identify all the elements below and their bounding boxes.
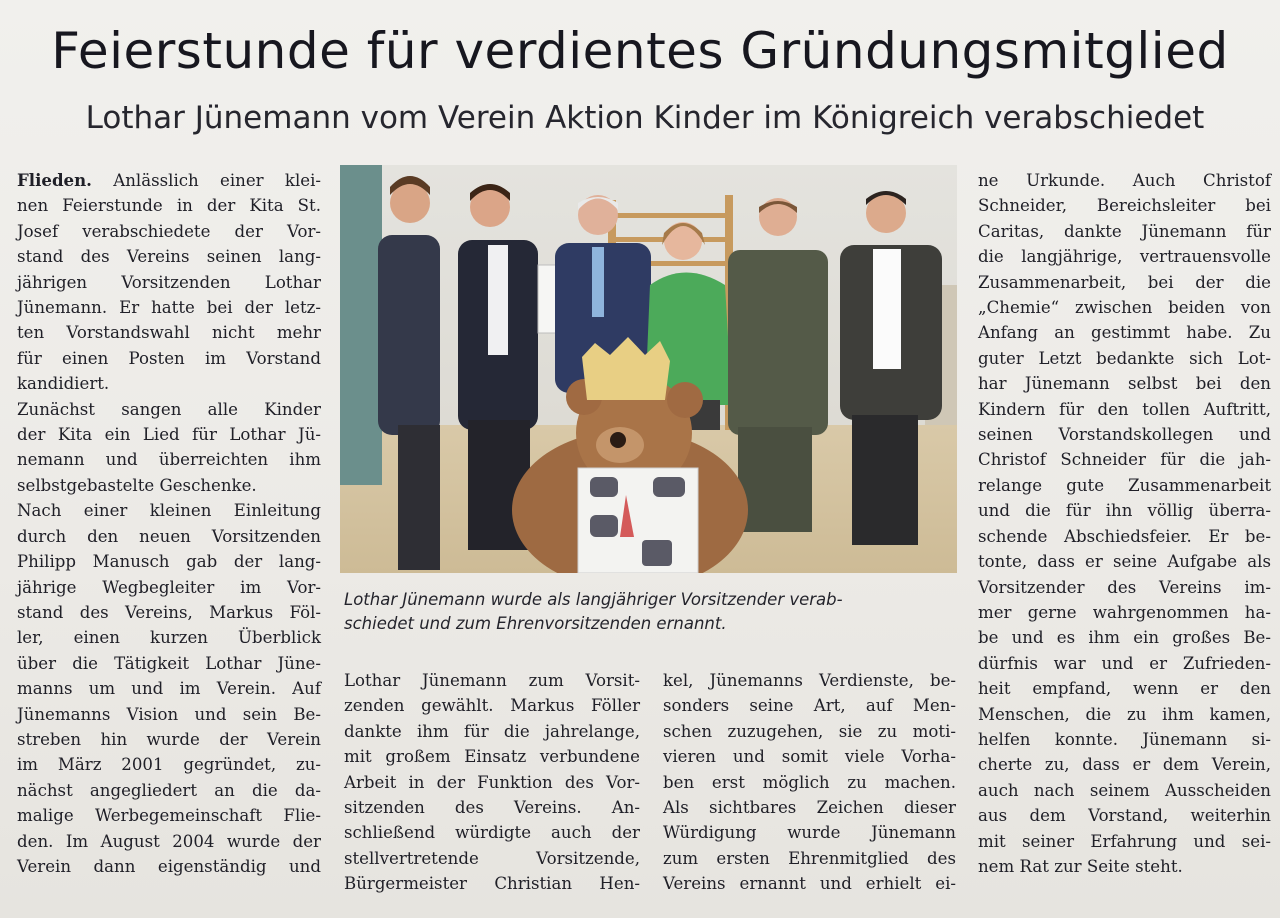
text-line: guter Letzt bedankte sich Lot- bbox=[978, 348, 1271, 368]
text-line: ben erst möglich zu machen. bbox=[663, 772, 956, 792]
text-line: har Jünemann selbst bei den bbox=[978, 374, 1271, 394]
text-line: ne Urkunde. Auch Christof bbox=[978, 171, 1271, 190]
article-column-4 bbox=[978, 168, 1271, 879]
text-line: jährigen Vorsitzenden Lothar bbox=[17, 272, 321, 292]
text-line-rest: Anlässlich einer klei- bbox=[113, 171, 321, 190]
text-line: auch nach seinem Ausscheiden bbox=[978, 780, 1271, 800]
subheadline: Lothar Jünemann vom Verein Aktion Kinder im Königreich verabschiedet bbox=[85, 100, 1205, 136]
text-line: und die für ihn völlig überra- bbox=[978, 501, 1271, 521]
article-column-2 bbox=[344, 668, 640, 897]
text-line: relange gute Zusammenarbeit bbox=[978, 475, 1271, 495]
text-line: sitzenden des Vereins. An- bbox=[344, 798, 640, 818]
text-line: streben hin wurde der Verein bbox=[17, 729, 321, 749]
headline: Feierstunde für verdientes Gründungsmitglied bbox=[51, 22, 1229, 80]
text-line: Als sichtbares Zeichen dieser bbox=[663, 798, 956, 818]
text-line: be und es ihm ein großes Be- bbox=[978, 628, 1271, 648]
text-line: für einen Posten im Vorstand bbox=[17, 348, 321, 368]
text-line: schen zuzugehen, sie zu moti- bbox=[663, 721, 956, 741]
caption-line: Lothar Jünemann wurde als langjähriger Vorsitzender verab- bbox=[344, 590, 843, 609]
text-line: stand des Vereins, Markus Föl- bbox=[17, 602, 321, 622]
text-line: Würdigung wurde Jünemann bbox=[663, 823, 956, 843]
article-photo bbox=[340, 165, 957, 573]
text-line: kandidiert. bbox=[17, 374, 110, 394]
text-line: cherte zu, dass er dem Verein, bbox=[978, 755, 1271, 775]
text-line: schende Abschiedsfeier. Er be- bbox=[978, 526, 1271, 546]
text-line: jährige Wegbegleiter im Vor- bbox=[17, 577, 321, 597]
text-line: Menschen, die zu ihm kamen, bbox=[978, 704, 1271, 724]
text-line: Nach einer kleinen Einleitung bbox=[17, 501, 321, 521]
text-line: kel, Jünemanns Verdienste, be- bbox=[663, 671, 956, 690]
text-line: der Kita ein Lied für Lothar Jü- bbox=[17, 425, 321, 445]
text-line: mer gerne wahrgenommen ha- bbox=[978, 602, 1271, 622]
text-line: die langjährige, vertrauensvolle bbox=[978, 247, 1271, 267]
text-line: Josef verabschiedete der Vor- bbox=[17, 221, 321, 241]
text-line: „Chemie“ zwischen beiden von bbox=[978, 298, 1271, 318]
text-line: Caritas, dankte Jünemann für bbox=[978, 221, 1271, 241]
text-line: malige Werbegemeinschaft Flie- bbox=[17, 806, 321, 826]
text-line: im März 2001 gegründet, zu- bbox=[17, 755, 321, 775]
text-line: ten Vorstandswahl nicht mehr bbox=[17, 323, 321, 343]
text-line: Anfang an gestimmt habe. Zu bbox=[978, 323, 1271, 343]
text-line: tonte, dass er seine Aufgabe als bbox=[978, 552, 1271, 572]
text-line: Verein dann eigenständig und bbox=[17, 856, 321, 876]
text-line: durch den neuen Vorsitzenden bbox=[17, 526, 321, 546]
text-line: Kindern für den tollen Auftritt, bbox=[978, 399, 1271, 419]
text-line: den. Im August 2004 wurde der bbox=[17, 831, 321, 851]
text-line: aus dem Vorstand, weiterhin bbox=[978, 806, 1271, 826]
text-line: sonders seine Art, auf Men- bbox=[663, 696, 956, 716]
text-line: Jünemann. Er hatte bei der letz- bbox=[17, 298, 321, 318]
text-line: Zunächst sangen alle Kinder bbox=[17, 399, 321, 419]
caption-line: schiedet und zum Ehrenvorsitzenden ernannt. bbox=[344, 614, 727, 633]
article-column-1 bbox=[17, 168, 321, 879]
text-line: Lothar Jünemann zum Vorsit- bbox=[344, 671, 640, 690]
text-line: mit seiner Erfahrung und sei- bbox=[978, 831, 1271, 851]
group-photo-image bbox=[340, 165, 957, 573]
text-line: über die Tätigkeit Lothar Jüne- bbox=[17, 653, 321, 673]
text-line: Vorsitzender des Vereins im- bbox=[978, 577, 1271, 597]
text-line bbox=[17, 168, 321, 193]
text-line: nächst angegliedert an die da- bbox=[17, 780, 321, 800]
text-line: mit großem Einsatz verbundene bbox=[344, 747, 640, 767]
text-line: nemann und überreichten ihm bbox=[17, 450, 321, 470]
text-line: ler, einen kurzen Überblick bbox=[17, 628, 321, 648]
text-line: manns um und im Verein. Auf bbox=[17, 679, 321, 699]
text-line: seinen Vorstandskollegen und bbox=[978, 425, 1271, 445]
dateline: Flieden. bbox=[17, 170, 92, 190]
text-line: nem Rat zur Seite steht. bbox=[978, 856, 1183, 876]
text-line: dürfnis war und er Zufrieden- bbox=[978, 653, 1271, 673]
text-line: helfen konnte. Jünemann si- bbox=[978, 729, 1271, 749]
text-line: vieren und somit viele Vorha- bbox=[663, 747, 956, 767]
text-line: Christof Schneider für die jah- bbox=[978, 450, 1271, 470]
text-line: Zusammenarbeit, bei der die bbox=[978, 272, 1271, 292]
text-line: Schneider, Bereichsleiter bei bbox=[978, 196, 1271, 216]
text-line: stellvertretende Vorsitzende, bbox=[344, 848, 640, 868]
text-line: Vereins ernannt und erhielt ei- bbox=[663, 874, 956, 894]
text-line: Bürgermeister Christian Hen- bbox=[344, 874, 640, 894]
photo-caption bbox=[344, 588, 954, 636]
text-line: zenden gewählt. Markus Föller bbox=[344, 696, 640, 716]
text-line: stand des Vereins seinen lang- bbox=[17, 247, 321, 267]
text-line: nen Feierstunde in der Kita St. bbox=[17, 196, 321, 216]
text-line: Jünemanns Vision und sein Be- bbox=[17, 704, 321, 724]
text-line: Philipp Manusch gab der lang- bbox=[17, 552, 321, 572]
text-line: Arbeit in der Funktion des Vor- bbox=[344, 772, 640, 792]
text-line: selbstgebastelte Geschenke. bbox=[17, 475, 257, 495]
article-column-3 bbox=[663, 668, 956, 897]
text-line: schließend würdigte auch der bbox=[344, 823, 640, 843]
text-line: dankte ihm für die jahrelange, bbox=[344, 721, 640, 741]
text-line: heit empfand, wenn er den bbox=[978, 679, 1271, 699]
text-line: zum ersten Ehrenmitglied des bbox=[663, 848, 956, 868]
